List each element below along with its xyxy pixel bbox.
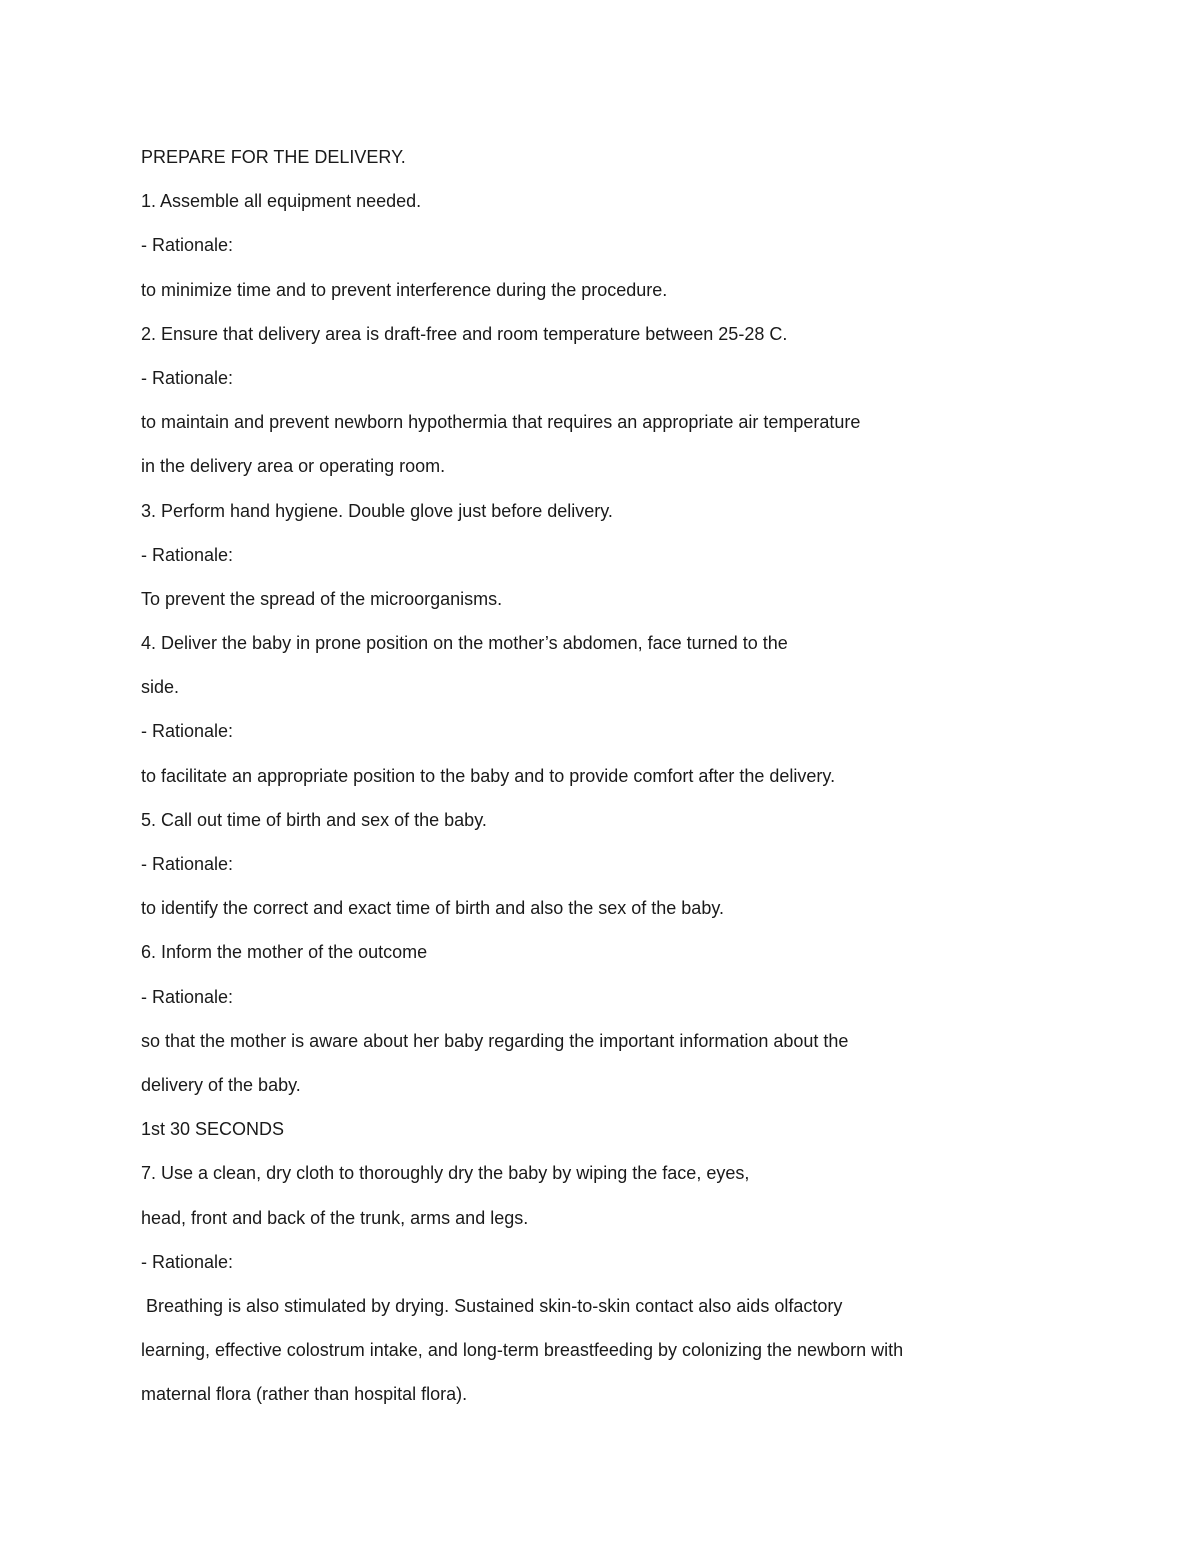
rationale-text: in the delivery area or operating room. bbox=[141, 456, 446, 477]
document-body bbox=[141, 144, 1041, 1425]
rationale-label: - Rationale: bbox=[141, 721, 234, 742]
rationale-text: Breathing is also stimulated by drying. Sustained skin-to-skin contact also aids olfactory bbox=[141, 1295, 843, 1316]
step-1-text: 1. Assemble all equipment needed. bbox=[141, 191, 422, 212]
step-7-text: head, front and back of the trunk, arms and legs. bbox=[141, 1207, 529, 1228]
rationale-label: - Rationale: bbox=[141, 986, 234, 1007]
rationale-text: delivery of the baby. bbox=[141, 1074, 301, 1095]
step-4-text: side. bbox=[141, 677, 180, 698]
rationale-text: to maintain and prevent newborn hypothermia that requires an appropriate air temperature bbox=[141, 412, 861, 433]
rationale-label: - Rationale: bbox=[141, 1251, 234, 1272]
section-heading: PREPARE FOR THE DELIVERY. bbox=[141, 147, 406, 167]
step-3-text: 3. Perform hand hygiene. Double glove just before delivery. bbox=[141, 500, 613, 521]
rationale-label: - Rationale: bbox=[141, 235, 234, 256]
rationale-text: so that the mother is aware about her baby regarding the important information about the bbox=[141, 1030, 849, 1051]
rationale-label: - Rationale: bbox=[141, 544, 234, 565]
rationale-label: - Rationale: bbox=[141, 854, 234, 874]
step-7-text: 7. Use a clean, dry cloth to thoroughly dry the baby by wiping the face, eyes, bbox=[141, 1163, 750, 1184]
rationale-text: to facilitate an appropriate position to the baby and to provide comfort after the delivery. bbox=[141, 765, 836, 786]
step-6-text: 6. Inform the mother of the outcome bbox=[141, 942, 428, 963]
step-4-text: 4. Deliver the baby in prone position on the mother’s abdomen, face turned to the bbox=[141, 633, 788, 654]
step-2-text: 2. Ensure that delivery area is draft-free and room temperature between 25-28 C. bbox=[141, 323, 788, 344]
rationale-text: to identify the correct and exact time of birth and also the sex of the baby. bbox=[141, 898, 724, 919]
rationale-text: maternal flora (rather than hospital flora). bbox=[141, 1384, 468, 1405]
rationale-label: - Rationale: bbox=[141, 367, 234, 388]
rationale-text: to minimize time and to prevent interference during the procedure. bbox=[141, 279, 668, 300]
step-5-text: 5. Call out time of birth and sex of the baby. bbox=[141, 809, 487, 830]
rationale-text: To prevent the spread of the microorganisms. bbox=[141, 588, 503, 609]
section-heading: 1st 30 SECONDS bbox=[141, 1119, 285, 1140]
rationale-text: learning, effective colostrum intake, and long-term breastfeeding by colonizing the newborn with bbox=[141, 1340, 904, 1361]
